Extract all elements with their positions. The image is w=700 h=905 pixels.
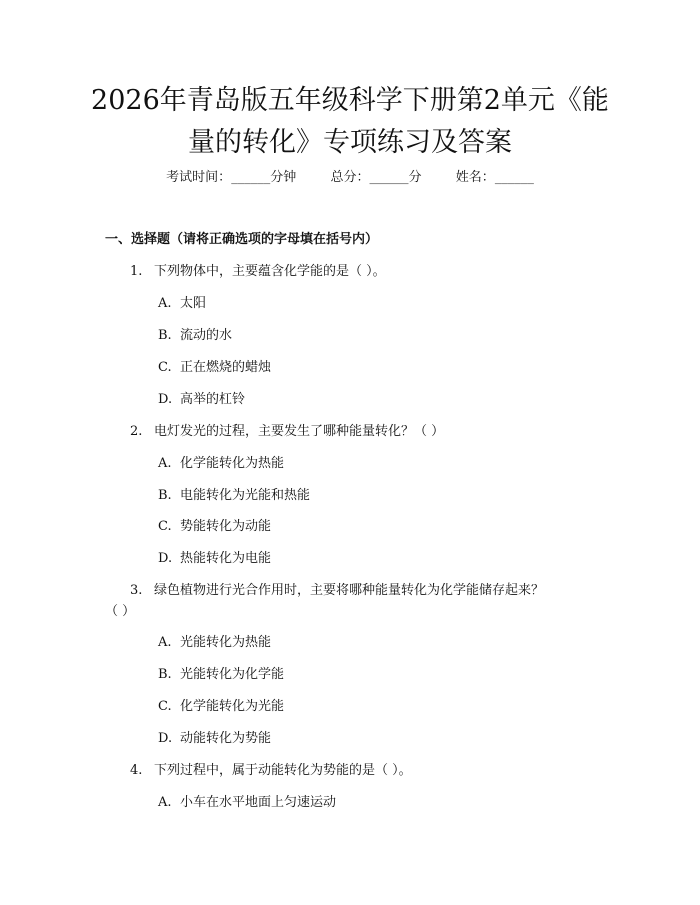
option-letter: B. xyxy=(158,667,172,682)
question-text: 电灯发光的过程，主要发生了哪种能量转化？（ ） xyxy=(154,424,445,439)
option-letter: A. xyxy=(158,795,172,810)
answer-bracket: （ ） xyxy=(105,604,136,619)
section-title: 一、选择题（请将正确选项的字母填在括号内） xyxy=(105,232,379,247)
question-number: 1. xyxy=(130,264,143,279)
option-2c xyxy=(158,517,271,537)
question-text: 下列物体中，主要蕴含化学能的是（ ）。 xyxy=(154,264,386,279)
question-text: 绿色植物进行光合作用时，主要将哪种能量转化为化学能储存起来？ xyxy=(154,583,545,598)
question-1 xyxy=(105,262,605,282)
option-text: 势能转化为动能 xyxy=(180,519,272,534)
option-letter: A. xyxy=(158,635,172,650)
time-blank: ______ xyxy=(231,170,271,185)
option-text: 小车在水平地面上匀速运动 xyxy=(180,795,337,810)
question-3-continuation xyxy=(105,602,605,622)
name-label: 姓名： xyxy=(455,170,495,185)
option-1c xyxy=(158,358,271,378)
option-3d xyxy=(158,729,271,749)
question-2 xyxy=(105,422,605,442)
name-blank: ______ xyxy=(494,170,534,185)
option-3b xyxy=(158,665,284,685)
option-text: 化学能转化为热能 xyxy=(180,456,285,471)
option-letter: D. xyxy=(158,731,173,746)
option-letter: C. xyxy=(158,699,172,714)
question-number: 4. xyxy=(130,763,143,778)
option-text: 光能转化为热能 xyxy=(180,635,272,650)
time-label: 考试时间： xyxy=(166,170,232,185)
option-text: 光能转化为化学能 xyxy=(180,667,285,682)
option-letter: C. xyxy=(158,519,172,534)
option-letter: B. xyxy=(158,488,172,503)
option-3a xyxy=(158,633,271,653)
option-letter: C. xyxy=(158,360,172,375)
document-title: 2026年青岛版五年级科学下册第2单元《能量的转化》专项练习及答案 xyxy=(91,85,609,158)
option-4a xyxy=(158,793,336,813)
option-text: 太阳 xyxy=(180,296,207,311)
question-4 xyxy=(105,761,605,781)
option-letter: B. xyxy=(158,328,172,343)
option-text: 流动的水 xyxy=(180,328,233,343)
exam-info-line xyxy=(0,168,700,188)
option-2a xyxy=(158,454,284,474)
score-label: 总分： xyxy=(330,170,370,185)
option-1b xyxy=(158,326,232,346)
option-2b xyxy=(158,486,310,506)
score-blank: ______ xyxy=(369,170,409,185)
option-letter: A. xyxy=(158,296,172,311)
question-number: 2. xyxy=(130,424,143,439)
question-number: 3. xyxy=(130,583,143,598)
option-text: 正在燃烧的蜡烛 xyxy=(180,360,272,375)
option-text: 电能转化为光能和热能 xyxy=(180,488,311,503)
option-letter: D. xyxy=(158,551,173,566)
option-text: 高举的杠铃 xyxy=(180,392,246,407)
question-text: 下列过程中，属于动能转化为势能的是（ ）。 xyxy=(154,763,412,778)
option-text: 化学能转化为光能 xyxy=(180,699,285,714)
option-1d xyxy=(158,390,245,410)
option-text: 热能转化为电能 xyxy=(180,551,272,566)
score-unit: 分 xyxy=(408,170,422,185)
question-3 xyxy=(105,581,605,601)
time-unit: 分钟 xyxy=(270,170,297,185)
option-2d xyxy=(158,549,271,569)
option-letter: D. xyxy=(158,392,173,407)
option-text: 动能转化为势能 xyxy=(180,731,272,746)
option-letter: A. xyxy=(158,456,172,471)
option-3c xyxy=(158,697,284,717)
option-1a xyxy=(158,294,206,314)
